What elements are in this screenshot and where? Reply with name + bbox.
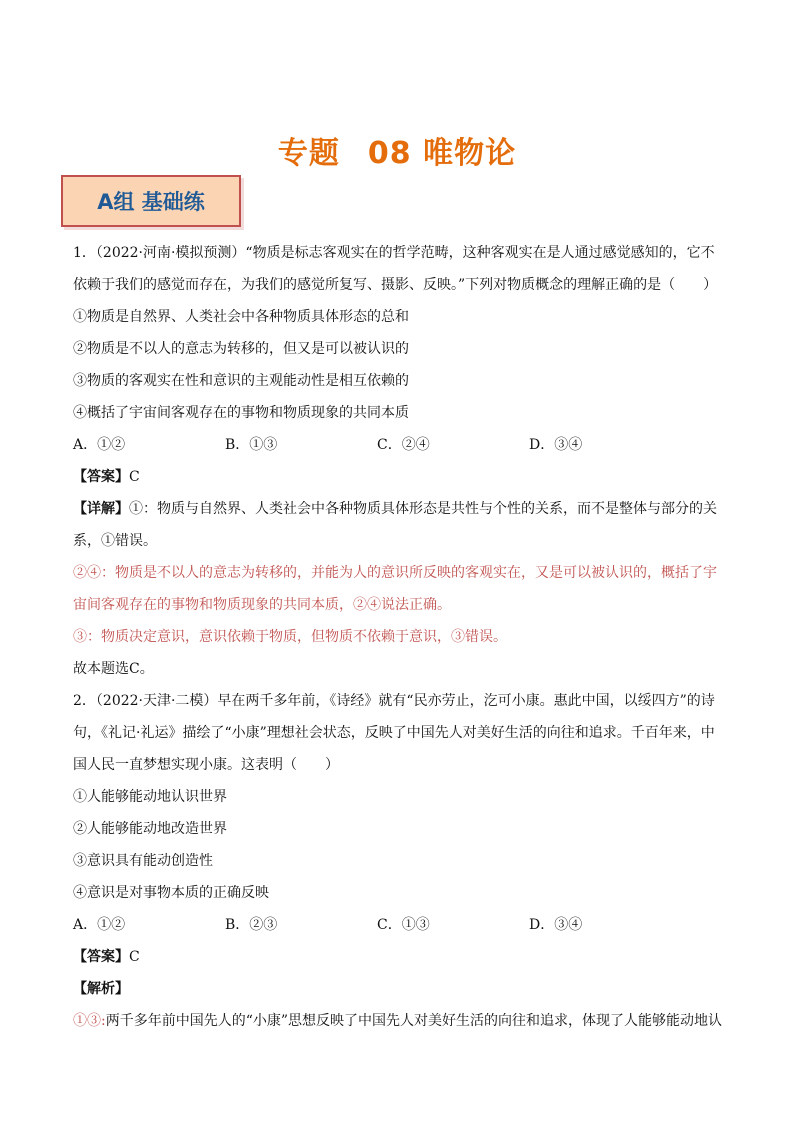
q1-choice-d: D．③④ (529, 437, 583, 453)
q1-detail-2: ②④：物质是不以人的意志为转移的，并能为人的意识所反映的客观实在，又是可以被认识的，概括了宇宙间客观存在的事物和物质现象的共同本质，②④说法正确。 (73, 565, 717, 613)
q2-option-1: ①人能够能动地认识世界 (73, 789, 227, 805)
q1-choices (73, 429, 723, 461)
q1-option-1: ①物质是自然界、人类社会中各种物质具体形态的总和 (73, 309, 409, 325)
q1-option-3: ③物质的客观实在性和意识的主观能动性是相互依赖的 (73, 373, 409, 389)
q2-analysis-1-prefix: ①③: (73, 1013, 106, 1029)
q2-analysis-1 (73, 1005, 723, 1037)
q2-analysis-label: 【解析】 (73, 981, 129, 997)
q2-stem: 2．（2022·天津·二模）早在两千多年前，《诗经》就有“民亦劳止，汔可小康。惠此中国，以绥四方”的诗句，《礼记·礼运》描绘了“小康”理想社会状态，反映了中国先人对美好生活的向往和追求。千百年来，中国人民一直梦想实现小康。这表明（ ） (73, 693, 715, 773)
title-main: 08 唯物论 (367, 136, 517, 171)
q2-choice-d: D．③④ (529, 917, 583, 933)
q1-answer-label: 【答案】 (73, 469, 129, 485)
q2-choice-c: C．①③ (377, 917, 430, 933)
q2-answer-label: 【答案】 (73, 949, 129, 965)
q2-option-2: ②人能够能动地改造世界 (73, 821, 227, 837)
q1-answer-value: C (129, 469, 140, 485)
q1-detail-1 (73, 493, 723, 557)
q2-choice-b: B．②③ (225, 917, 278, 933)
q1-detail-3: ③：物质决定意识，意识依赖于物质，但物质不依赖于意识，③错误。 (73, 629, 507, 645)
q2-answer (73, 941, 723, 973)
q2-option-3: ③意识具有能动创造性 (73, 853, 213, 869)
group-label: A组 基础练 (61, 175, 241, 227)
q2-answer-value: C (129, 949, 140, 965)
q1-conclusion: 故本题选C。 (73, 661, 154, 677)
page-title (0, 128, 794, 172)
q1-choice-b: B．①③ (225, 437, 278, 453)
q2-choice-a: A．①② (73, 917, 126, 933)
q1-answer (73, 461, 723, 493)
q2-choices (73, 909, 723, 941)
q1-option-2: ②物质是不以人的意志为转移的，但又是可以被认识的 (73, 341, 409, 357)
title-prefix: 专题 (277, 136, 340, 171)
q1-detail-1-text: ①：物质与自然界、人类社会中各种物质具体形态是共性与个性的关系，而不是整体与部分的关系，①错误。 (73, 501, 717, 549)
q1-choice-c: C．②④ (377, 437, 430, 453)
q1-detail-label: 【详解】 (73, 501, 129, 517)
q2-analysis-1-text: 两千多年前中国先人的“小康”思想反映了中国先人对美好生活的向往和追求，体现了人能够能动地认 (105, 1013, 723, 1029)
q1-stem: 1．（2022·河南·模拟预测）“物质是标志客观实在的哲学范畴，这种客观实在是人通过感觉感知的，它不依赖于我们的感觉而存在，为我们的感觉所复写、摄影、反映。”下列对物质概念的理解正确的是（ ） (73, 245, 718, 293)
q2-option-4: ④意识是对事物本质的正确反映 (73, 885, 269, 901)
document-body (73, 237, 723, 1037)
q1-option-4: ④概括了宇宙间客观存在的事物和物质现象的共同本质 (73, 405, 409, 421)
q1-choice-a: A．①② (73, 437, 126, 453)
